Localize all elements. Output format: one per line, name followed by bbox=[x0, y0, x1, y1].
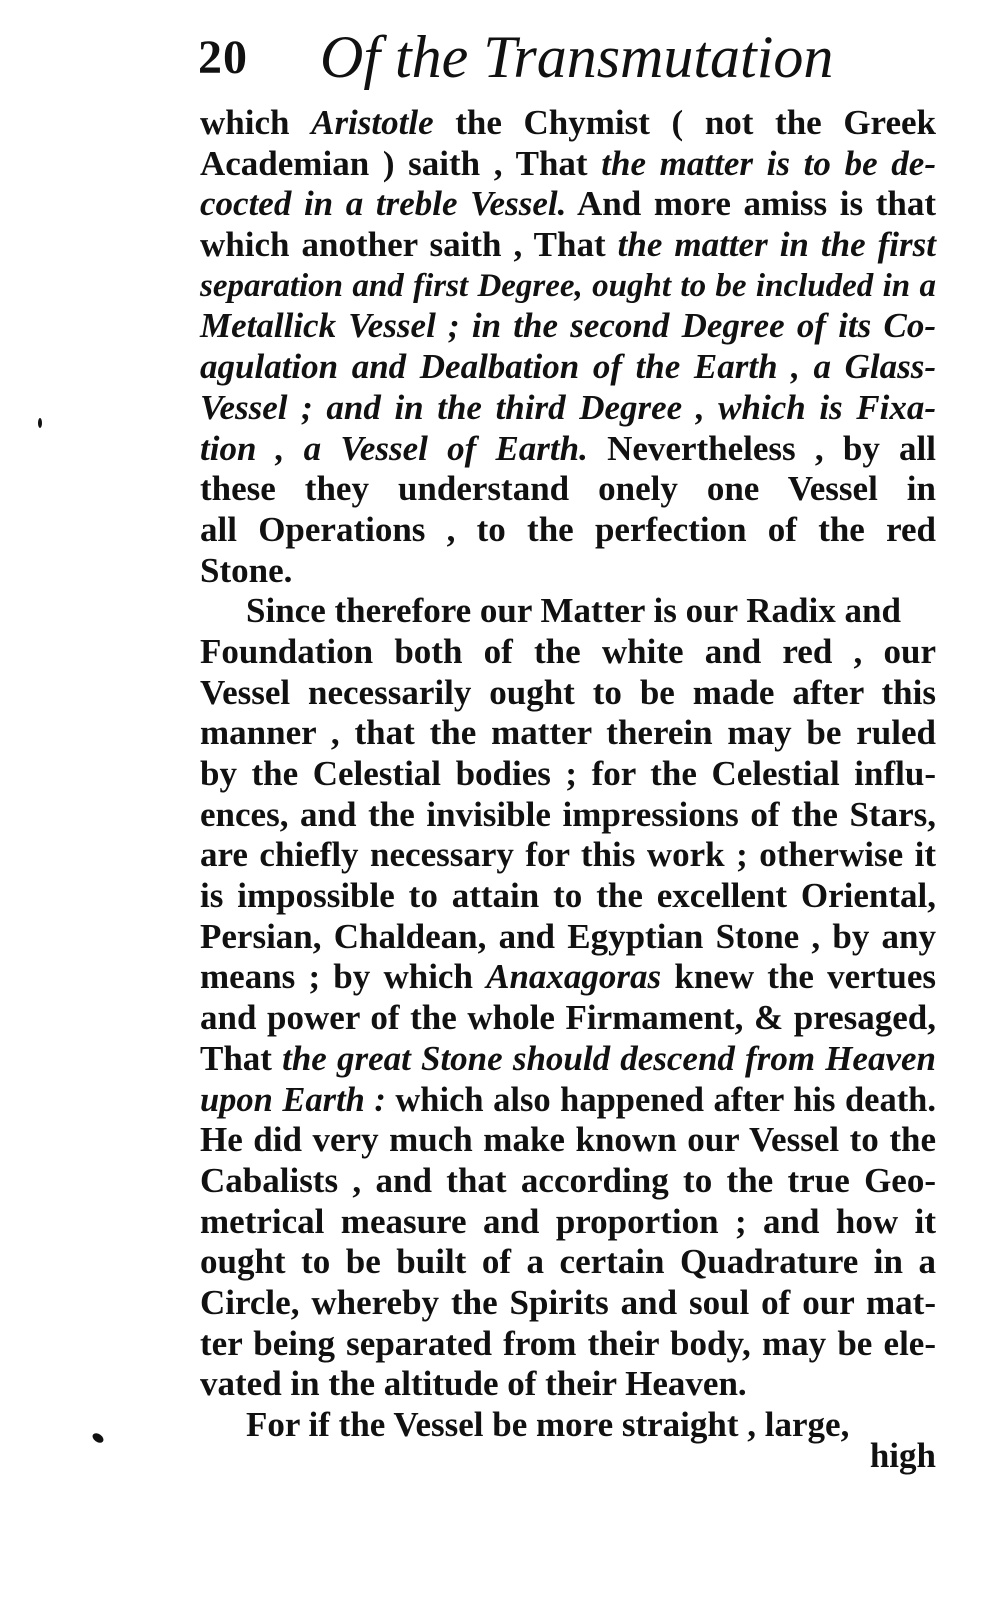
italic-text: agulation and Dealbation of the Earth , a Glass- bbox=[200, 347, 936, 387]
roman-text: are chiefly necessary for this work ; otherwise it bbox=[200, 835, 936, 875]
text-line bbox=[200, 1202, 936, 1243]
text-line bbox=[200, 957, 936, 998]
roman-text: Since therefore our Matter is our Radix and bbox=[246, 591, 901, 631]
roman-text: knew the vertues bbox=[661, 957, 936, 997]
text-line bbox=[200, 225, 936, 266]
text-line bbox=[200, 673, 936, 714]
catchword-line bbox=[200, 1436, 936, 1477]
text-line bbox=[200, 632, 936, 673]
text-line bbox=[200, 1161, 936, 1202]
italic-text: upon Earth : bbox=[200, 1080, 386, 1119]
italic-text: Anaxagoras bbox=[486, 957, 662, 997]
text-line bbox=[200, 591, 936, 632]
roman-text: Circle, whereby the Spirits and soul of our mat- bbox=[200, 1282, 936, 1322]
roman-text: vated in the altitude of their Heaven. bbox=[200, 1364, 747, 1404]
text-line bbox=[200, 713, 936, 754]
roman-text: metrical measure and proportion ; and how it bbox=[200, 1201, 936, 1241]
roman-text: which bbox=[200, 103, 312, 142]
roman-text: manner , that the matter therein may be ruled bbox=[200, 713, 936, 753]
text-line bbox=[200, 1242, 936, 1283]
text-line bbox=[200, 998, 936, 1039]
text-line bbox=[200, 876, 936, 917]
roman-text: Stone. bbox=[200, 550, 293, 590]
text-line bbox=[200, 388, 936, 429]
text-line bbox=[200, 917, 936, 958]
ink-speck bbox=[38, 418, 42, 428]
text-line bbox=[200, 835, 936, 876]
roman-text: and power of the whole Firmament, & presaged, bbox=[200, 998, 936, 1038]
text-line bbox=[200, 1283, 936, 1324]
italic-text: separation and first Degree, ought to be included in a bbox=[200, 267, 936, 304]
text-line bbox=[200, 795, 936, 836]
text-line bbox=[200, 103, 936, 144]
roman-text: ought to be built of a certain Quadrature in a bbox=[200, 1242, 936, 1282]
catchword: high bbox=[869, 1436, 936, 1475]
roman-text: Vessel necessarily ought to be made after this bbox=[200, 672, 936, 712]
roman-text: ences, and the invisible impressions of the Stars, bbox=[200, 794, 936, 834]
text-line bbox=[200, 266, 936, 307]
italic-text: cocted in a treble Vessel. bbox=[200, 184, 567, 224]
text-line bbox=[200, 144, 936, 185]
text-line bbox=[200, 1364, 936, 1405]
text-line bbox=[200, 1080, 936, 1121]
roman-text: Foundation both of the white and red , our bbox=[200, 631, 936, 671]
page-header bbox=[198, 22, 938, 92]
roman-text: these they understand onely one Vessel in bbox=[200, 469, 936, 509]
text-line bbox=[200, 347, 936, 388]
roman-text: Persian, Chaldean, and Egyptian Stone , by any bbox=[200, 916, 936, 956]
text-line bbox=[200, 306, 936, 347]
roman-text: all Operations , to the perfection of the red bbox=[200, 509, 936, 549]
roman-text: the Chymist ( not the Greek bbox=[433, 103, 936, 142]
page-number: 20 bbox=[198, 31, 248, 84]
italic-text: the great Stone should descend from Heaven bbox=[282, 1038, 936, 1078]
roman-text: which another saith , That bbox=[200, 225, 618, 265]
text-line bbox=[200, 510, 936, 551]
roman-text: For if the Vessel be more straight , large, bbox=[246, 1405, 850, 1444]
roman-text: And more amiss is that bbox=[566, 184, 936, 224]
text-line bbox=[200, 1120, 936, 1161]
roman-text: by the Celestial bodies ; for the Celestial influ- bbox=[200, 754, 936, 793]
italic-text: Metallick Vessel ; in the second Degree of its Co- bbox=[200, 306, 936, 346]
running-title: Of the Transmutation bbox=[320, 24, 834, 90]
roman-text: Cabalists , and that according to the true Geo- bbox=[200, 1160, 936, 1200]
roman-text: means ; by which bbox=[200, 957, 487, 997]
text-line bbox=[200, 184, 936, 225]
roman-text: ter being separated from their body, may be ele- bbox=[200, 1323, 936, 1363]
italic-text: the matter is to be de- bbox=[601, 143, 936, 183]
roman-text: He did very much make known our Vessel to the bbox=[200, 1120, 936, 1160]
roman-text: That bbox=[200, 1038, 283, 1078]
text-line bbox=[200, 1324, 936, 1365]
italic-text: Vessel ; and in the third Degree , which is Fixa- bbox=[200, 387, 936, 427]
italic-text: Aristotle bbox=[311, 103, 434, 142]
text-line bbox=[200, 469, 936, 510]
roman-text: Academian ) saith , That bbox=[200, 143, 602, 183]
text-line bbox=[200, 551, 936, 592]
text-line bbox=[200, 754, 936, 795]
roman-text: is impossible to attain to the excellent Oriental, bbox=[200, 876, 936, 916]
italic-text: the matter in the first bbox=[617, 225, 936, 265]
italic-text: tion , a Vessel of Earth. bbox=[200, 428, 588, 468]
text-line bbox=[200, 1039, 936, 1080]
roman-text: which also happened after his death. bbox=[385, 1080, 936, 1119]
body-text bbox=[200, 103, 936, 1446]
text-line bbox=[200, 429, 936, 470]
roman-text: Nevertheless , by all bbox=[587, 428, 936, 468]
ink-speck bbox=[91, 1431, 105, 1444]
